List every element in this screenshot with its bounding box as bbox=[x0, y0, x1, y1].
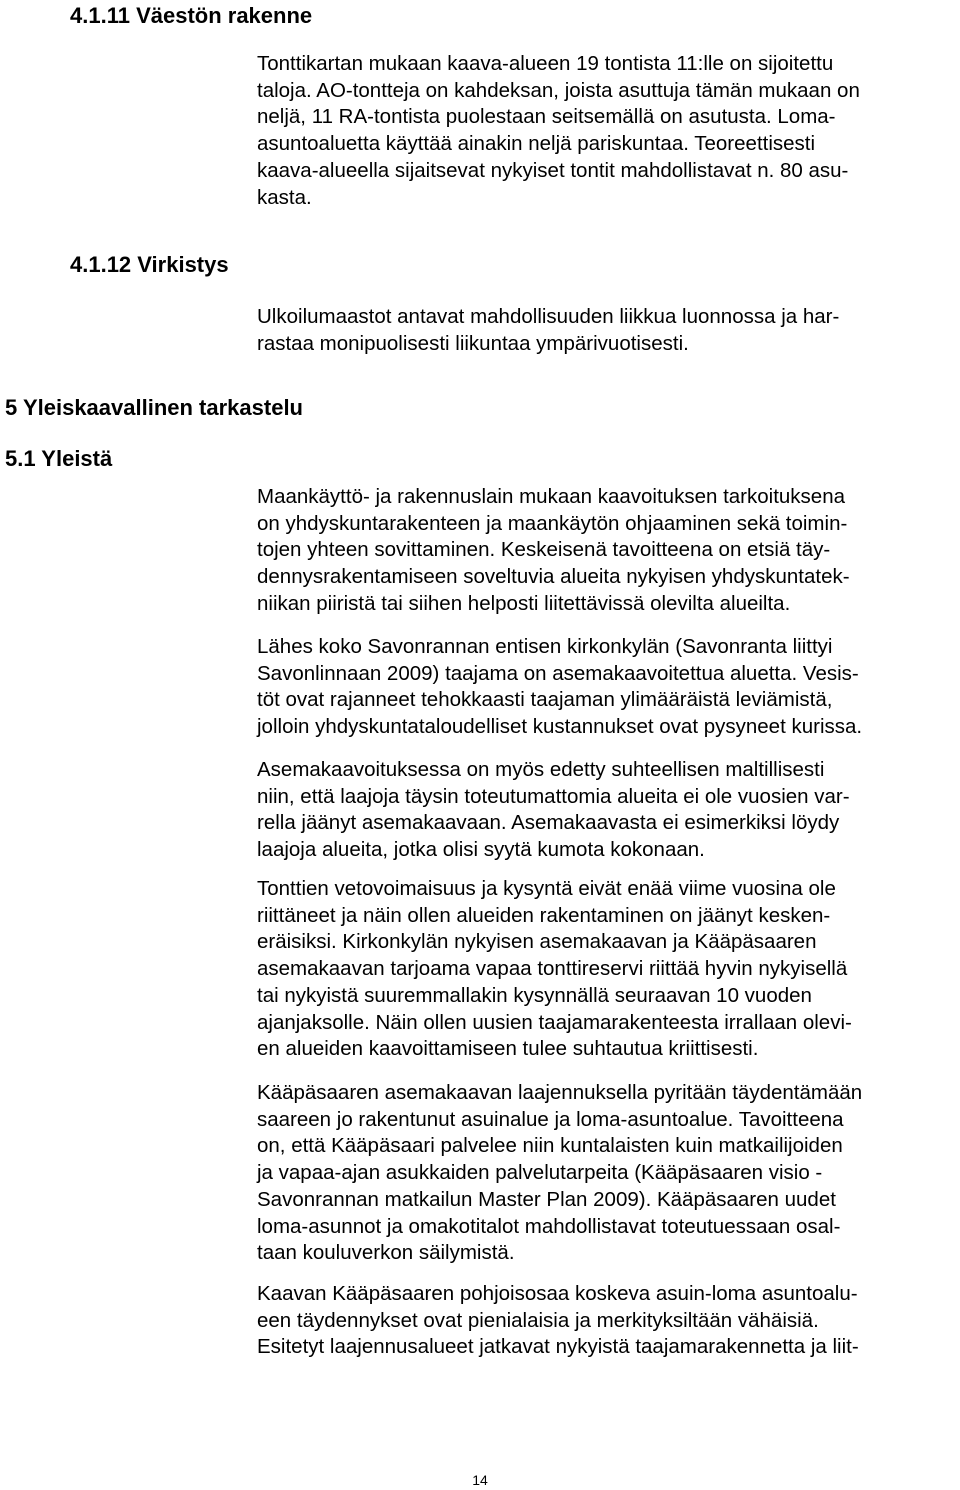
text-line: eräisiksi. Kirkonkylän nykyisen asemakaavan ja Kääpäsaaren bbox=[257, 930, 817, 954]
text-line: Lähes koko Savonrannan entisen kirkonkylän (Savonranta liittyi bbox=[257, 635, 833, 658]
heading-4-1-12: 4.1.12 Virkistys bbox=[70, 252, 229, 277]
text-line: een täydennykset ovat pienialaisia ja merkityksiltään vähäisiä. bbox=[257, 1308, 819, 1332]
heading-5: 5 Yleiskaavallinen tarkastelu bbox=[5, 395, 303, 420]
paragraph-general-4 bbox=[257, 876, 957, 1063]
text-line: rastaa monipuolisesti liikuntaa ympärivuotisesti. bbox=[257, 331, 689, 355]
text-line: on yhdyskuntarakenteen ja maankäytön ohjaaminen sekä toimin- bbox=[257, 511, 848, 535]
text-line: tai nykyistä suuremmallakin kysynnällä seuraavan 10 vuoden bbox=[257, 983, 812, 1007]
page-number: 14 bbox=[472, 1472, 488, 1488]
text-line: Savonrannan matkailun Master Plan 2009). Kääpäsaaren uudet bbox=[257, 1187, 836, 1211]
text-line: saareen jo rakentunut asuinalue ja loma-asuntoalue. Tavoitteena bbox=[257, 1107, 844, 1131]
text-line: niin, että laajoja täysin toteutumattomia alueita ei ole vuosien var- bbox=[257, 784, 850, 808]
text-line: Tonttien vetovoimaisuus ja kysyntä eivät enää viime vuosina ole bbox=[257, 877, 836, 900]
text-line: taloja. AO-tontteja on kahdeksan, joista asuttuja tämän mukaan on bbox=[257, 78, 860, 102]
text-line: asemakaavan tarjoama vapaa tonttireservi riittää hyvin nykyisellä bbox=[257, 957, 848, 981]
paragraph-population-structure bbox=[257, 51, 957, 211]
text-line: dennysrakentamiseen soveltuvia alueita nykyisen yhdyskuntatek- bbox=[257, 565, 850, 589]
text-line: töt ovat rajanneet tehokkaasti taajaman ylimääräistä leviämistä, bbox=[257, 688, 833, 712]
text-line: on, että Kääpäsaari palvelee niin kuntalaisten kuin matkailijoiden bbox=[257, 1134, 843, 1158]
heading-5-1: 5.1 Yleistä bbox=[5, 446, 113, 471]
text-line: Kääpäsaaren asemakaavan laajennuksella pyritään täydentämään bbox=[257, 1081, 863, 1104]
heading-4-1-11: 4.1.11 Väestön rakenne bbox=[70, 3, 313, 28]
paragraph-general-2 bbox=[257, 634, 957, 741]
paragraph-general-3 bbox=[257, 757, 957, 864]
text-line: taan kouluverkon säilymistä. bbox=[257, 1241, 515, 1265]
text-line: Esitetyt laajennusalueet jatkavat nykyistä taajamarakennetta ja liit- bbox=[257, 1335, 859, 1359]
paragraph-general-6 bbox=[257, 1281, 957, 1361]
text-line: kasta. bbox=[257, 185, 312, 209]
text-line: Tonttikartan mukaan kaava-alueen 19 tontista 11:lle on sijoitettu bbox=[257, 52, 834, 75]
text-line: rella jäänyt asemakaavaan. Asemakaavasta ei esimerkiksi löydy bbox=[257, 811, 840, 835]
text-line: kaava-alueella sijaitsevat nykyiset tontit mahdollistavat n. 80 asu- bbox=[257, 158, 849, 182]
text-line: niikan piiristä tai siihen helposti liitettävissä olevilta alueilta. bbox=[257, 591, 791, 615]
text-line: ajanjaksolle. Näin ollen uusien taajamarakenteesta irrallaan olevi- bbox=[257, 1010, 852, 1034]
paragraph-recreation bbox=[257, 304, 957, 357]
text-line: neljä, 11 RA-tontista puolestaan seitsemällä on asutusta. Loma- bbox=[257, 105, 836, 129]
paragraph-general-5 bbox=[257, 1080, 957, 1267]
paragraph-general-1 bbox=[257, 484, 957, 618]
text-line: laajoja alueita, jotka olisi syytä kumota kokonaan. bbox=[257, 838, 705, 862]
text-line: Kaavan Kääpäsaaren pohjoisosaa koskeva asuin-loma asuntoalu- bbox=[257, 1282, 858, 1305]
text-line: asuntoaluetta käyttää ainakin neljä pariskuntaa. Teoreettisesti bbox=[257, 132, 816, 156]
text-line: tojen yhteen sovittaminen. Keskeisenä tavoitteena on etsiä täy- bbox=[257, 538, 831, 562]
text-line: Asemakaavoituksessa on myös edetty suhteellisen maltillisesti bbox=[257, 758, 825, 781]
text-line: ja vapaa-ajan asukkaiden palvelutarpeita (Kääpäsaaren visio - bbox=[257, 1161, 823, 1185]
text-line: Ulkoilumaastot antavat mahdollisuuden liikkua luonnossa ja har- bbox=[257, 305, 840, 328]
text-line: jolloin yhdyskuntataloudelliset kustannukset ovat pysyneet kurissa. bbox=[257, 715, 863, 739]
text-line: Savonlinnaan 2009) taajama on asemakaavoitettua aluetta. Vesis- bbox=[257, 661, 859, 685]
text-line: loma-asunnot ja omakotitalot mahdollistavat toteutuessaan osal- bbox=[257, 1214, 841, 1238]
text-line: riittäneet ja näin ollen alueiden rakentaminen on jäänyt kesken- bbox=[257, 903, 831, 927]
text-line: en alueiden kaavoittamiseen tulee suhtautua kriittisesti. bbox=[257, 1037, 759, 1061]
text-line: Maankäyttö- ja rakennuslain mukaan kaavoituksen tarkoituksena bbox=[257, 485, 845, 508]
